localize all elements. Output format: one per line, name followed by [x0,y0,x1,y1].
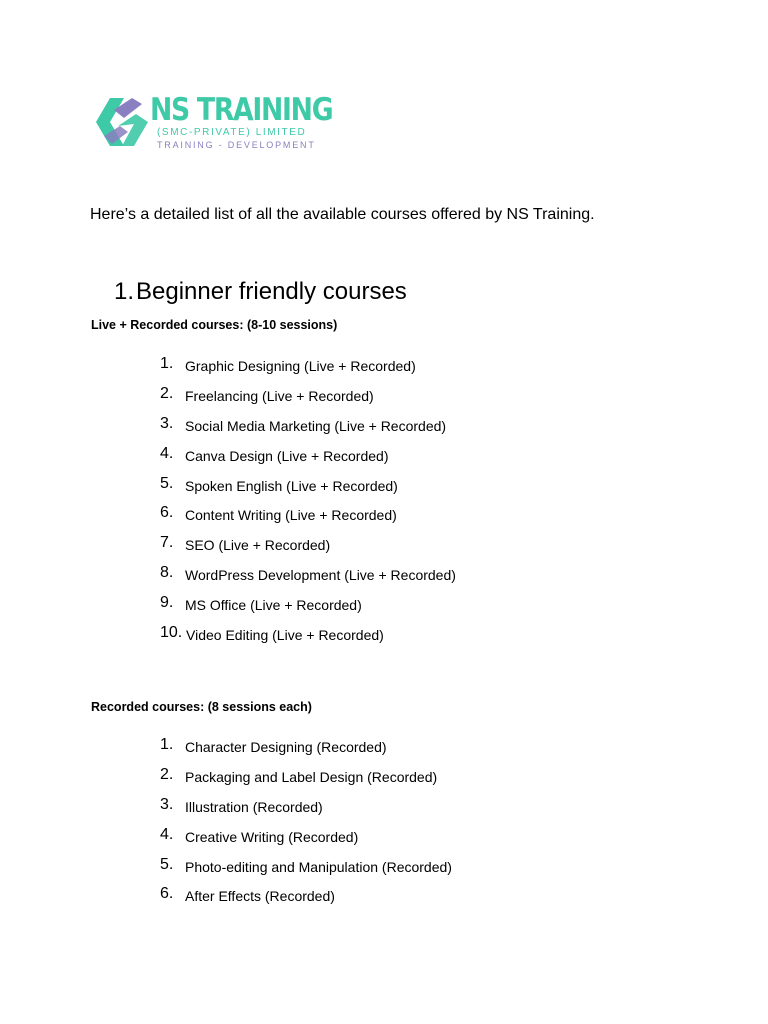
list-item-number: 2. [160,765,174,783]
list-item-label: SEO (Live + Recorded) [185,537,331,554]
logo-subtitle: (SMC-PRIVATE) LIMITED [157,127,307,138]
list-item-number: 8. [160,564,174,582]
list-item-label: Graphic Designing (Live + Recorded) [185,358,416,374]
list-item-number: 5. [160,855,174,873]
list-item-number: 10. [160,624,183,642]
section-heading [114,277,407,307]
list-item-label: Social Media Marketing (Live + Recorded) [185,417,447,434]
list-item-label: Illustration (Recorded) [185,798,323,815]
list-item-label: Content Writing (Live + Recorded) [185,507,397,524]
list-item-number: 5. [160,474,174,492]
section-title-text: Beginner friendly courses [136,278,407,305]
logo-tagline: TRAINING - DEVELOPMENT [157,140,316,150]
list-item-number: 3. [160,414,174,432]
list-item-number: 9. [160,594,174,612]
section-number: 1. [114,278,135,305]
list-item-number: 7. [160,534,174,552]
live-recorded-heading: Live + Recorded courses: (8-10 sessions) [91,318,338,332]
list-item-label: WordPress Development (Live + Recorded) [185,567,456,584]
list-item-number: 6. [160,885,174,903]
list-item-number: 1. [160,355,174,372]
list-item-label: Photo-editing and Manipulation (Recorded) [185,858,452,875]
list-item-number: 1. [160,736,174,753]
recorded-heading: Recorded courses: (8 sessions each) [91,700,312,714]
list-item-label: Spoken English (Live + Recorded) [185,477,398,494]
intro-paragraph: Here’s a detailed list of all the available courses offered by NS Training. [90,206,595,223]
list-item-label: Creative Writing (Recorded) [185,828,359,845]
list-item-number: 2. [160,384,174,402]
list-item-number: 6. [160,504,174,522]
list-item-number: 4. [160,825,174,843]
list-item-number: 4. [160,444,174,462]
list-item-label: Canva Design (Live + Recorded) [185,447,389,464]
ns-logo-mark-icon [90,92,152,152]
list-item-label: Character Designing (Recorded) [185,739,387,755]
list-item-label: Video Editing (Live + Recorded) [186,627,384,644]
list-item-number: 3. [160,795,174,813]
company-logo [90,92,333,154]
list-item-label: Freelancing (Live + Recorded) [185,387,374,404]
list-item-label: MS Office (Live + Recorded) [185,597,362,614]
logo-name: NS TRAINING [150,92,333,128]
list-item-label: After Effects (Recorded) [185,888,335,905]
list-item-label: Packaging and Label Design (Recorded) [185,768,438,785]
